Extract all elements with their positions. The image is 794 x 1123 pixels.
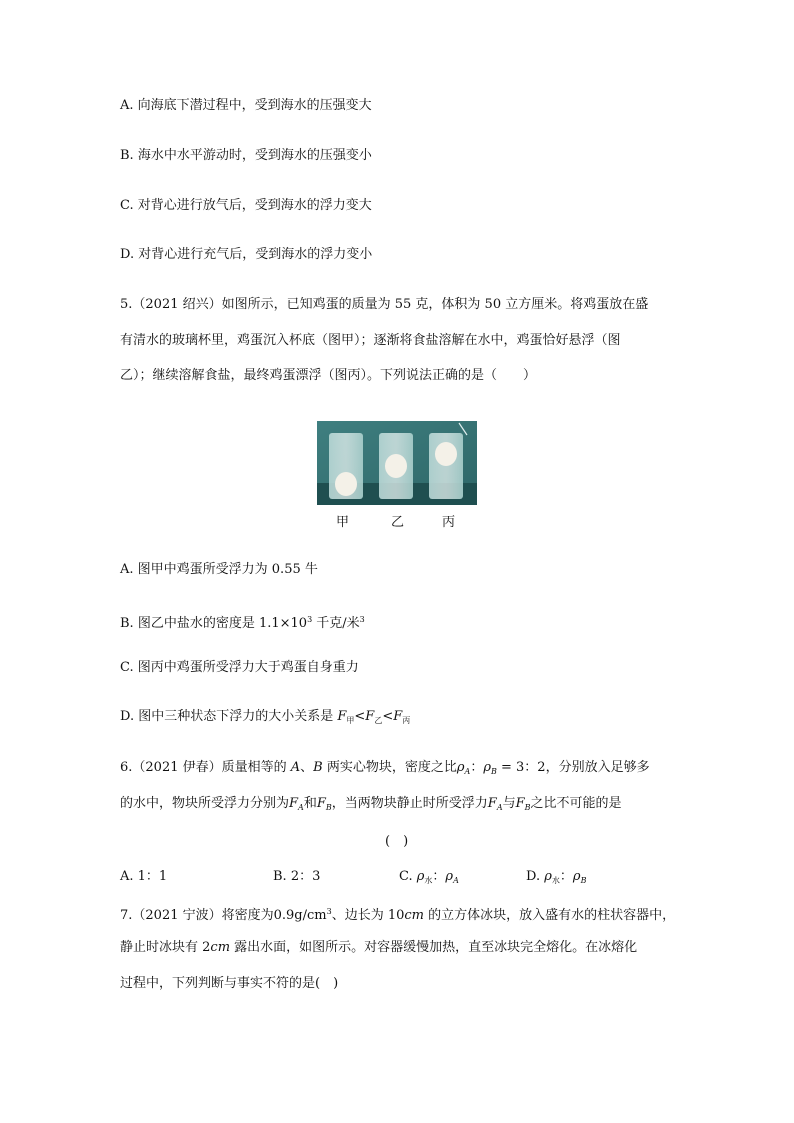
q5-option-d: [120, 709, 410, 729]
q6-answer-paren: ( ): [385, 834, 409, 849]
var-a: A: [290, 760, 301, 775]
caption-jia: 甲: [336, 515, 350, 530]
var-b: B: [313, 760, 323, 775]
sub-a: A: [298, 803, 304, 812]
q4-option-a: A. 向海底下潜过程中，受到海水的压强变大: [120, 98, 372, 113]
q6-option-c: [399, 869, 459, 889]
q6-text: C.: [399, 869, 417, 884]
q6-text: 和: [303, 796, 317, 811]
rho: ρ: [445, 869, 454, 884]
colon: ：: [559, 869, 573, 884]
q5-option-b-text: B. 图乙中盐水的密度是 1.1×10: [120, 616, 308, 631]
q5-option-b: [120, 612, 365, 632]
q7-stem-line-3: 过程中，下列判断与事实不符的是( ): [120, 976, 339, 991]
sub-b: B: [524, 803, 531, 812]
edge-length: 10: [387, 908, 405, 923]
q5-option-b-unit-exponent: 3: [359, 615, 365, 624]
less-than: <: [354, 709, 366, 724]
subscript-bing: 丙: [402, 716, 411, 725]
glass-bing: [429, 433, 463, 499]
q5-option-b-unit: 千克/米: [312, 616, 360, 631]
q7-text: 的立方体冰块，放入盛有水的柱状容器中，: [424, 908, 676, 923]
egg-floating: [435, 442, 457, 466]
q5-option-a: A. 图甲中鸡蛋所受浮力为 0.55 牛: [120, 562, 318, 577]
q6-text: ：: [470, 760, 484, 775]
glass-jia: [329, 433, 363, 499]
caption-bing: 丙: [442, 515, 456, 530]
unit-cm: cm: [210, 940, 231, 955]
height-value: 2: [202, 940, 211, 955]
q7-text: 露出水面，如图所示。对容器缓慢加热，直至冰块完全熔化。在冰熔化: [230, 940, 638, 955]
q6-text: 之比不可能的是: [530, 796, 622, 811]
q7-text: 静止时冰块有: [120, 940, 203, 955]
q6-text: 、: [300, 760, 314, 775]
rho: ρ: [416, 869, 425, 884]
egg-suspended: [385, 454, 407, 478]
sub-water: 水: [551, 876, 560, 885]
q4-option-d: D. 对背心进行充气后，受到海水的浮力变小: [120, 247, 373, 262]
q5-option-d-text: D. 图中三种状态下浮力的大小关系是: [120, 709, 338, 724]
var-f: F: [289, 796, 299, 811]
q7-text: 、边长为: [331, 908, 388, 923]
sub-a: A: [453, 876, 459, 885]
q5-stem-line-1: 5.（2021 绍兴）如图所示，已知鸡蛋的质量为 55 克，体积为 50 立方厘米。将鸡蛋放在盛: [120, 297, 649, 312]
sub-a: A: [496, 803, 503, 812]
sub-b: B: [580, 876, 587, 885]
rho: ρ: [544, 869, 552, 884]
q6-text: 6.（2021 伊春）质量相等的: [120, 760, 291, 775]
q6-option-a: A. 1：1: [120, 869, 168, 884]
q7-text: 7.（2021 宁波）将密度为: [120, 908, 274, 923]
density-value: 0.9g/cm: [273, 908, 327, 923]
q7-stem-line-1: [120, 904, 675, 924]
colon: ：: [432, 869, 446, 884]
egg-sunk: [335, 472, 357, 496]
q6-text: D.: [526, 869, 545, 884]
sub-b: B: [325, 803, 332, 812]
formula-f: F: [365, 709, 375, 724]
subscript-yi: 乙: [374, 716, 383, 725]
sub-a: A: [464, 767, 471, 776]
var-f: F: [487, 796, 497, 811]
q6-text: 的水中，物块所受浮力分别为: [120, 796, 290, 811]
q5-stem-line-2: 有清水的玻璃杯里，鸡蛋沉入杯底（图甲）；逐渐将食盐溶解在水中，鸡蛋恰好悬浮（图: [120, 333, 621, 348]
q5-option-b-exponent: 3: [307, 615, 313, 624]
subscript-jia: 甲: [346, 716, 355, 725]
unit-cm: cm: [404, 908, 424, 923]
var-f: F: [316, 796, 326, 811]
var-f: F: [515, 796, 525, 811]
sub-b: B: [490, 767, 497, 776]
sub-water: 水: [424, 876, 433, 885]
q6-text: 两实心物块，密度之比: [322, 760, 457, 775]
formula-f: F: [337, 709, 347, 724]
q5-stem-line-3: 乙）；继续溶解食盐，最终鸡蛋漂浮（图丙）。下列说法正确的是（ ）: [120, 368, 537, 383]
q6-option-b: B. 2：3: [273, 869, 321, 884]
q6-stem-line-2: [120, 796, 622, 816]
q6-stem-line-1: [120, 760, 650, 780]
q6-text: = 3：2，分别放入足够多: [496, 760, 650, 775]
density-exponent: 3: [326, 907, 332, 916]
q5-option-c: C. 图丙中鸡蛋所受浮力大于鸡蛋自身重力: [120, 660, 359, 675]
rho: ρ: [572, 869, 581, 884]
rho: ρ: [483, 760, 491, 775]
formula-f: F: [393, 709, 403, 724]
q4-option-b: B. 海水中水平游动时，受到海水的压强变小: [120, 148, 372, 163]
egg-glasses-photo: [317, 421, 477, 505]
q6-option-d: [526, 869, 586, 889]
q6-text: ，当两物块静止时所受浮力: [331, 796, 488, 811]
rho: ρ: [456, 760, 465, 775]
glass-yi: [379, 433, 413, 499]
q7-stem-line-2: [120, 940, 637, 956]
q6-text: 与: [502, 796, 516, 811]
less-than: <: [382, 709, 394, 724]
caption-yi: 乙: [391, 515, 405, 530]
q4-option-c: C. 对背心进行放气后，受到海水的浮力变大: [120, 198, 372, 213]
